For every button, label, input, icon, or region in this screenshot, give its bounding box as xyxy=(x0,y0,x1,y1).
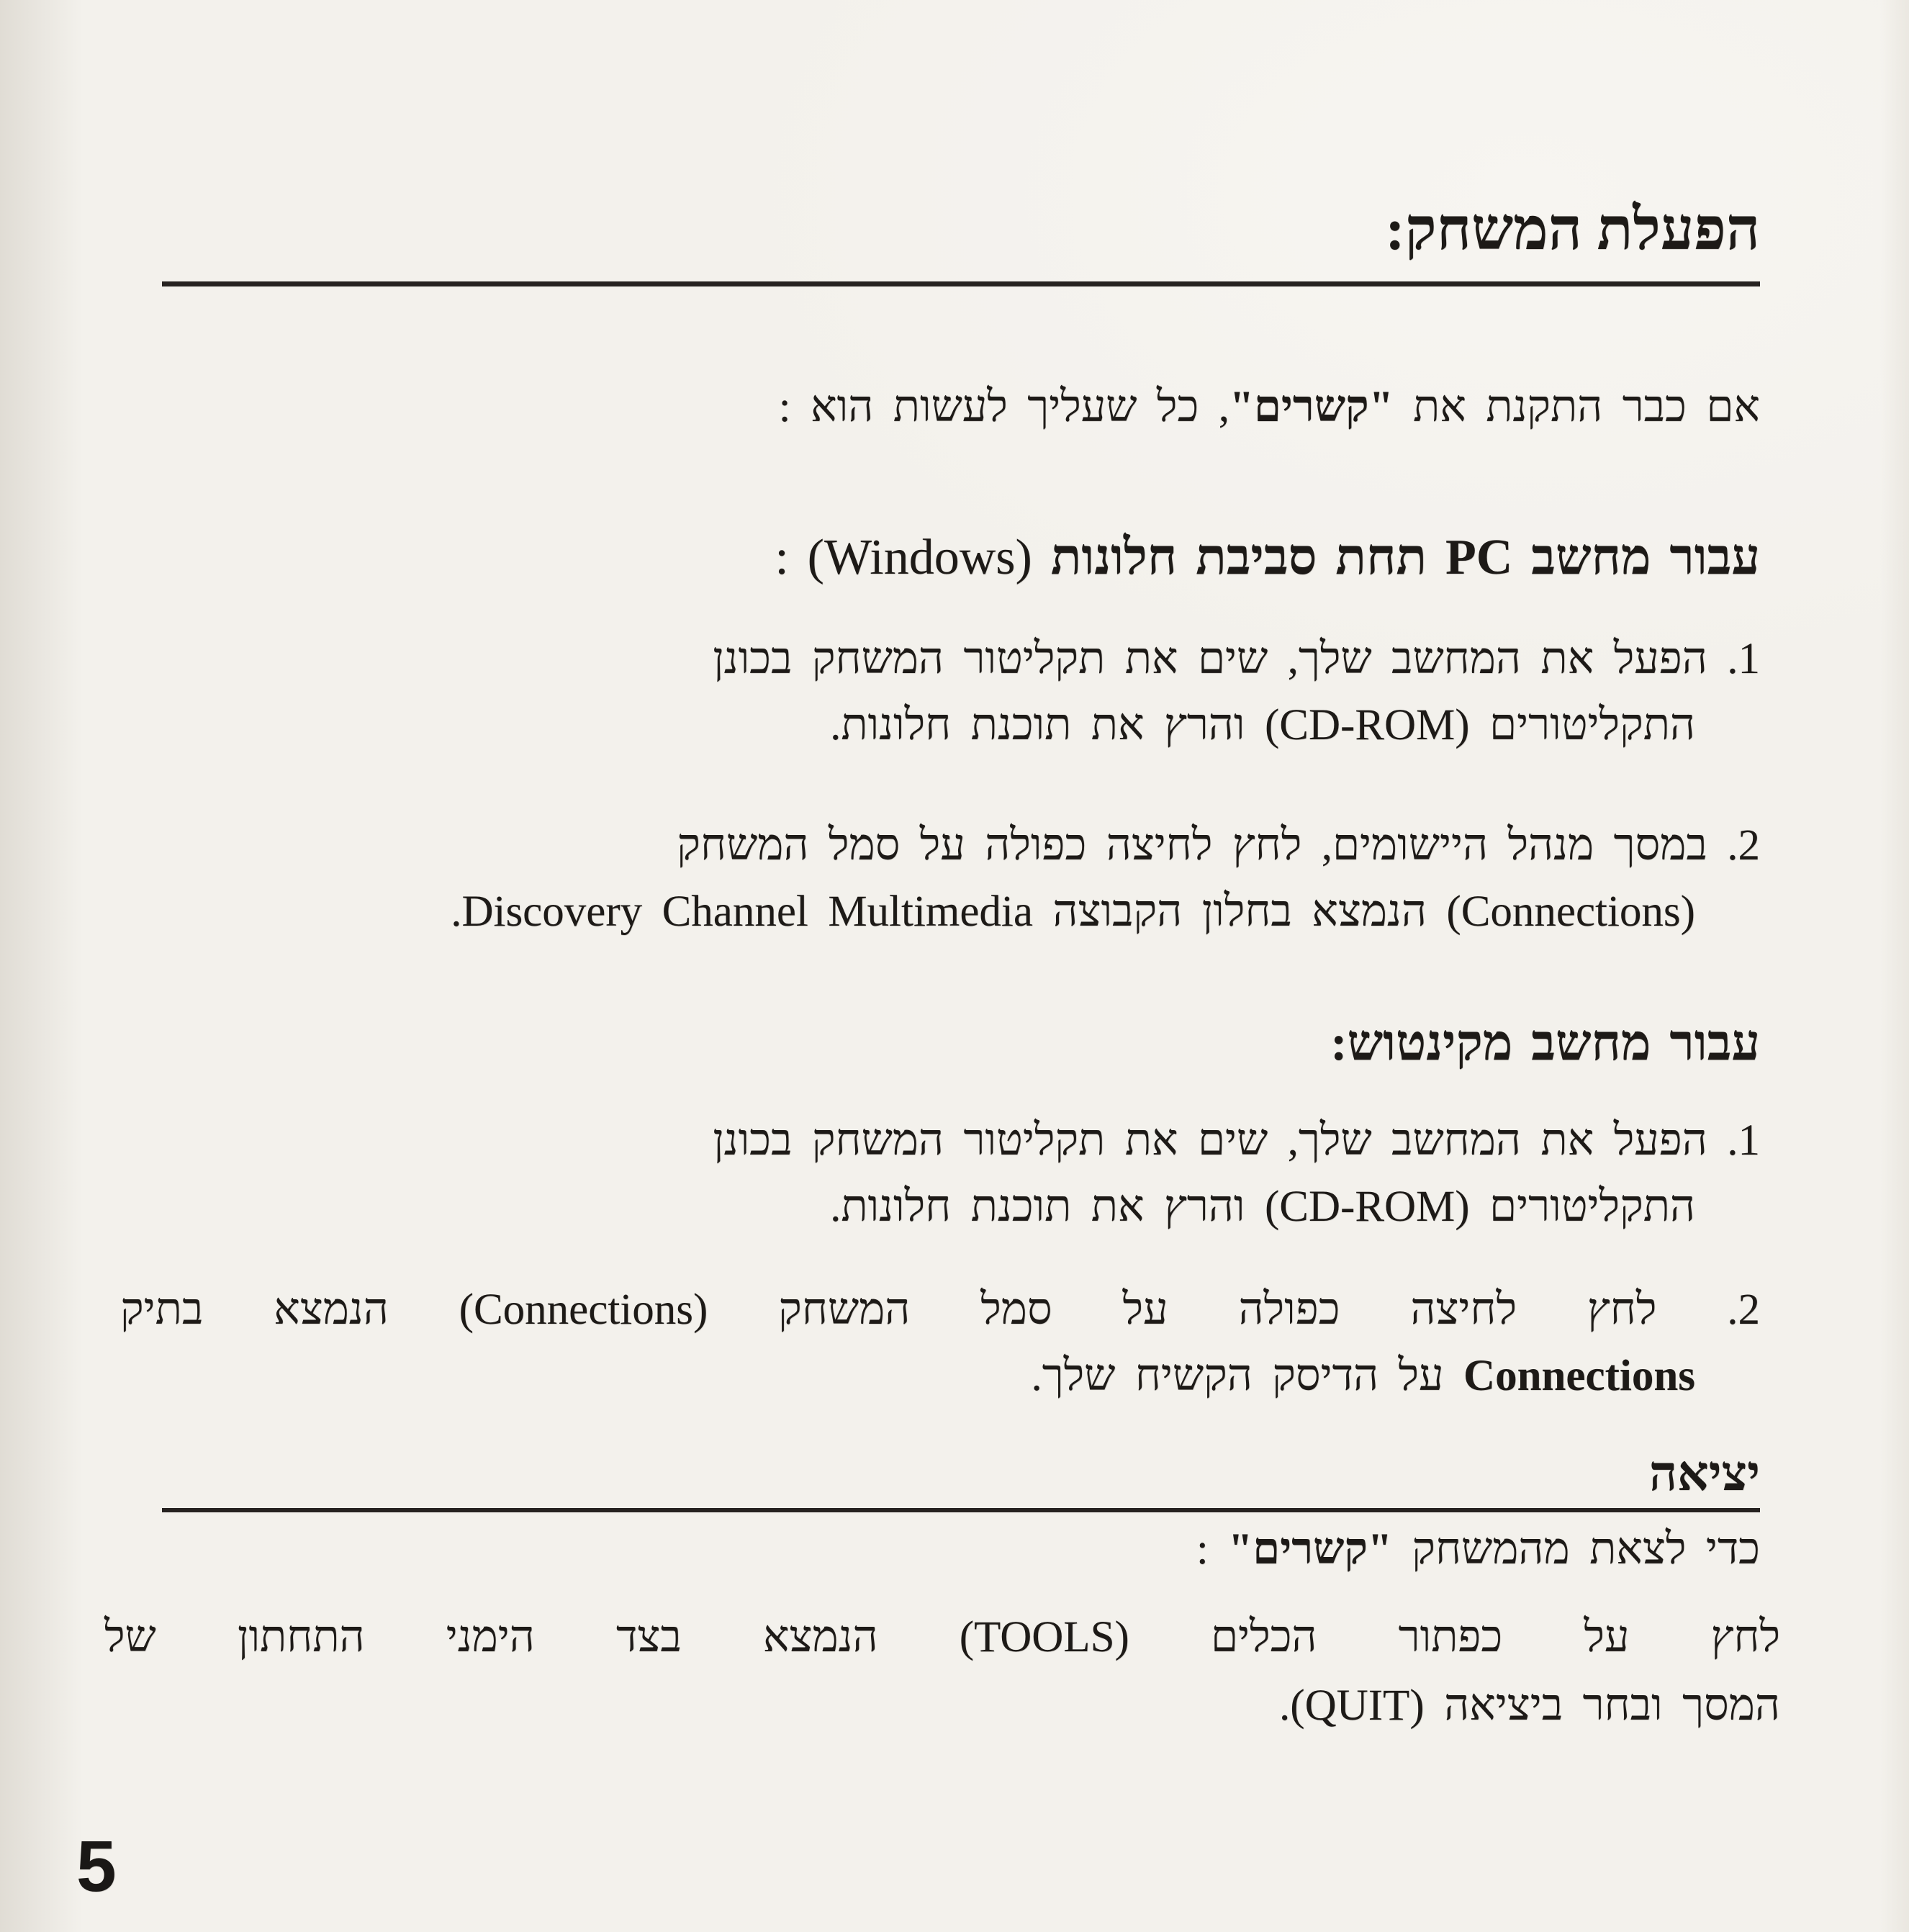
pc-step-1-line-1: 1. הפעל את המחשב שלך, שים את תקליטור המשחק בכונן xyxy=(713,635,1760,683)
pc-heading-colon: : xyxy=(775,530,789,585)
mac-step-2 xyxy=(120,1277,1760,1409)
intro-text-post: , כל שעליך לעשות הוא : xyxy=(778,382,1229,431)
pc-step-2-line-1: 2. במסך מנהל היישומים, לחץ לחיצה כפולה על סמל המשחק xyxy=(677,821,1760,870)
pc-step-1-line-2: התקליטורים (CD-ROM) והרץ את תוכנת חלונות. xyxy=(830,700,1695,749)
mac-step-1 xyxy=(162,1108,1760,1240)
mac-step-1-line-2: התקליטורים (CD-ROM) והרץ את תוכנת חלונות. xyxy=(830,1182,1695,1231)
game-name: "קשרים" xyxy=(1229,382,1394,431)
section-heading-mac xyxy=(162,1011,1760,1076)
exit-instructions-line-1: לחץ על כפתור הכלים (TOOLS) הנמצא בצד הימני התחתון של xyxy=(104,1613,1780,1662)
exit-instructions-line-2: המסך ובחר ביציאה (QUIT). xyxy=(1279,1681,1780,1730)
exit-instructions xyxy=(104,1604,1780,1740)
pc-heading-bold: עבור מחשב PC תחת סביבת חלונות xyxy=(1050,530,1760,585)
pc-step-1 xyxy=(162,626,1760,758)
mac-step-2-line-1: 2. לחץ לחיצה כפולה על סמל המשחק (Connections) הנמצא בתיק xyxy=(120,1286,1760,1334)
section-heading-exit xyxy=(162,1445,1760,1512)
exit-heading-text: יציאה xyxy=(1648,1446,1760,1501)
mac-step-2-line-2-rest: על הדיסק הקשיח שלך. xyxy=(1031,1351,1464,1400)
section-heading-pc xyxy=(162,525,1760,590)
exit-game-name: "קשרים" xyxy=(1228,1525,1392,1574)
exit-intro-pre: כדי לצאת מהמשחק xyxy=(1391,1525,1760,1574)
pc-step-2-line-2: (Connections) הנמצא בחלון הקבוצה Discovery Channel Multimedia. xyxy=(451,887,1695,936)
page-title-text: הפעלת המשחק: xyxy=(1385,197,1760,262)
intro-text-pre: אם כבר התקנת את xyxy=(1393,382,1760,431)
mac-heading-text: עבור מחשב מקינטוש: xyxy=(1330,1016,1760,1071)
mac-step-2-line-2 xyxy=(162,1343,1760,1409)
pc-heading-note: (Windows) xyxy=(807,530,1032,585)
folder-name: Connections xyxy=(1463,1351,1695,1400)
pc-step-2 xyxy=(162,813,1760,944)
exit-intro-line xyxy=(162,1517,1760,1583)
page-title xyxy=(162,0,1760,286)
mac-step-1-line-1: 1. הפעל את המחשב שלך, שים את תקליטור המשחק בכונן xyxy=(713,1116,1760,1165)
exit-intro-colon: : xyxy=(1196,1525,1229,1574)
intro-paragraph xyxy=(162,374,1760,441)
page-number: 5 xyxy=(76,1826,117,1907)
